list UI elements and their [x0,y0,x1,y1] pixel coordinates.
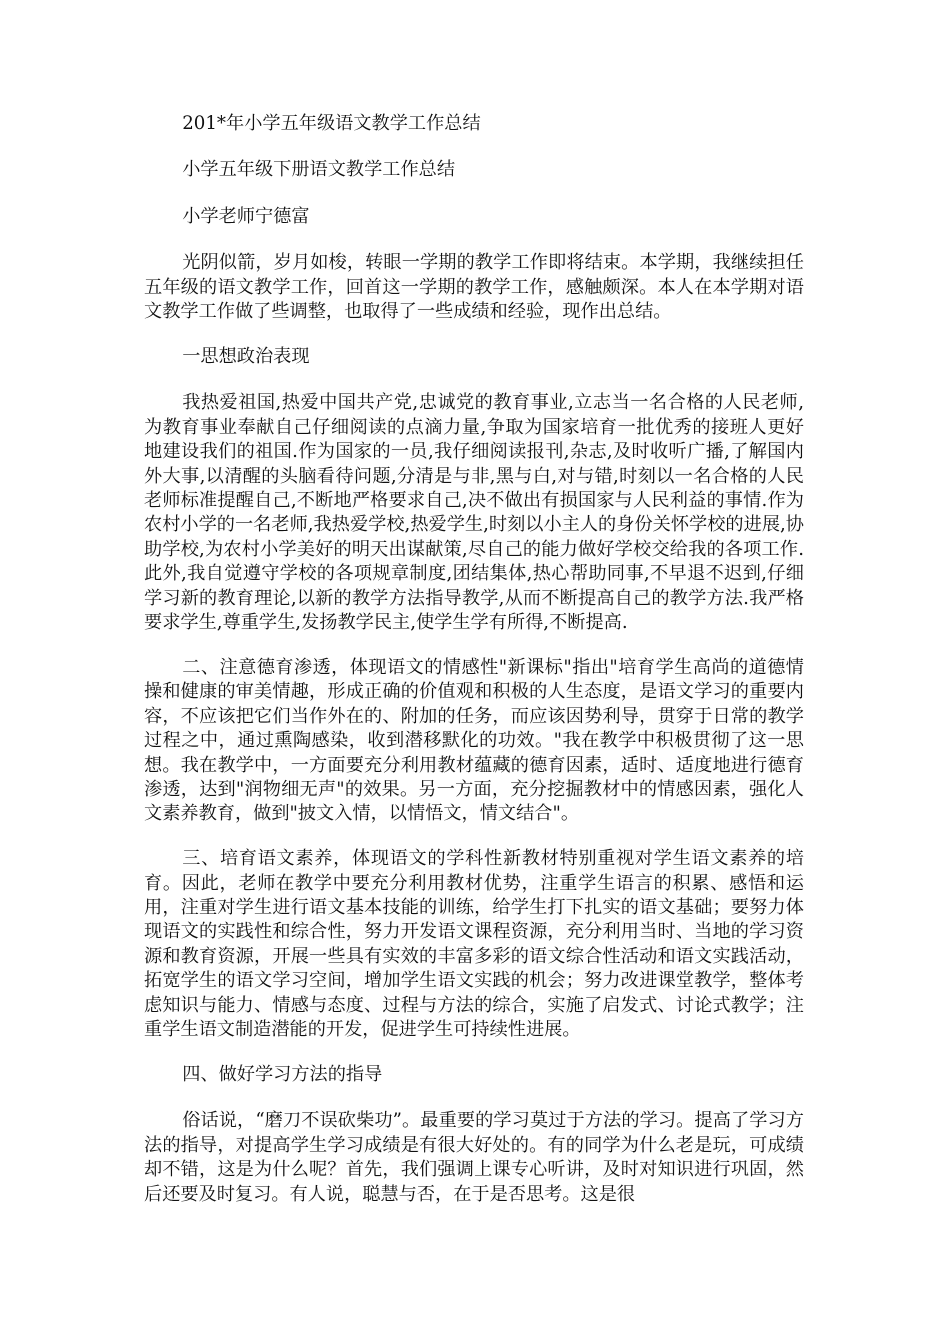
document-body [144,112,804,1228]
paragraph-literacy: 三、培育语文素养，体现语文的学科性新教材特别重视对学生语文素养的培育。因此，老师在教学中要充分利用教材优势，注重学生语言的积累、感悟和运用，注重对学生进行语文基本技能的训练，给学生打下扎实的语文基础；要努力体现语文的实践性和综合性，努力开发语文课程资源，充分利用当时、当地的学习资源和教育资源，开展一些具有实效的丰富多彩的语文综合性活动和语文实践活动，拓宽学生的语文学习空间，增加学生语文实践的机会；努力改进课堂教学，整体考虑知识与能力、情感与态度、过程与方法的综合，实施了启发式、讨论式教学；注重学生语文制造潜能的开发，促进学生可持续性进展。 [144,848,804,1041]
paragraph-study-methods: 俗话说，“磨刀不误砍柴功”。最重要的学习莫过于方法的学习。提高了学习方法的指导，对提高学生学习成绩是有很大好处的。有的同学为什么老是玩，可成绩却不错，这是为什么呢？首先，我们强调上课专心听讲，及时对知识进行巩固，然后还要及时复习。有人说，聪慧与否，在于是否思考。这是很 [144,1110,804,1205]
section-heading-4: 四、做好学习方法的指导 [182,1064,383,1085]
paragraph-political: 我热爱祖国,热爱中国共产党,忠诚党的教育事业,立志当一名合格的人民老师,为教育事业奉献自己仔细阅读的点滴力量,争取为国家培育一批优秀的接班人更好地建设我们的祖国.作为国家的一员,我仔细阅读报刊,杂志,及时收听广播,了解国内外大事,以清醒的头脑看待问题,分清是与非,黑与白,对与错,时刻以一名合格的人民老师标准提醒自己,不断地严格要求自己,决不做出有损国家与人民利益的事情.作为农村小学的一名老师,我热爱学校,热爱学生,时刻以小主人的身份关怀学校的进展,协助学校,为农村小学美好的明天出谋献策,尽自己的能力做好学校交给我的各项工作.此外,我自觉遵守学校的各项规章制度,团结集体,热心帮助同事,不早退不迟到,仔细学习新的教育理论,以新的教学方法指导教学,从而不断提高自己的教学方法.我严格要求学生,尊重学生,发扬教学民主,使学生学有所得,不断提高. [144,392,804,633]
document-title: 201*年小学五年级语文教学工作总结 [182,113,481,134]
document-subtitle: 小学五年级下册语文教学工作总结 [182,159,456,181]
section-heading-1: 一思想政治表现 [182,345,310,367]
paragraph-moral-education: 二、注意德育渗透，体现语文的情感性"新课标"指出"培育学生高尚的道德情操和健康的审美情趣，形成正确的价值观和积极的人生态度，是语文学习的重要内容，不应该把它们当作外在的、附加的任务，而应该因势利导，贯穿于日常的教学过程之中，通过熏陶感染，收到潜移默化的功效。"我在教学中积极贯彻了这一思想。我在教学中，一方面要充分利用教材蕴藏的德育因素，适时、适度地进行德育渗透，达到"润物细无声"的效果。另一方面，充分挖掘教材中的情感因素，强化人文素养教育，做到"披文入情，以情悟文，情文结合"。 [144,656,804,825]
document-author: 小学老师宁德富 [182,205,310,227]
paragraph-intro: 光阴似箭，岁月如梭，转眼一学期的教学工作即将结束。本学期，我继续担任五年级的语文教学工作，回首这一学期的教学工作，感触颇深。本人在本学期对语文教学工作做了些调整，也取得了一些成绩和经验，现作出总结。 [144,252,804,323]
